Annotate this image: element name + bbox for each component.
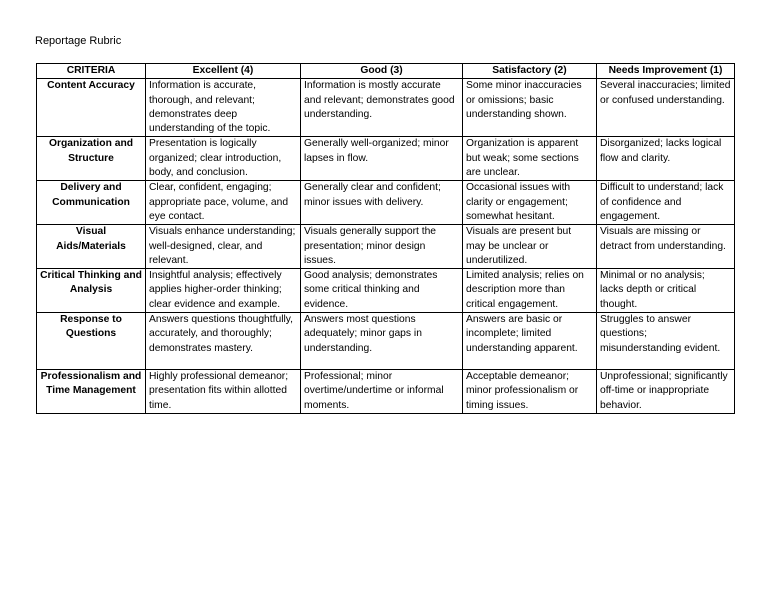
satisfactory-cell: Occasional issues with clarity or engagement; somewhat hesitant. (463, 181, 597, 225)
satisfactory-cell: Answers are basic or incomplete; limited understanding apparent. (463, 313, 597, 370)
satisfactory-cell: Acceptable demeanor; minor professionalism or timing issues. (463, 370, 597, 414)
good-cell: Generally well-organized; minor lapses in flow. (301, 137, 463, 181)
satisfactory-cell: Visuals are present but may be unclear or underutilized. (463, 225, 597, 269)
criterion-cell: Content Accuracy (37, 79, 146, 137)
rubric-table (36, 63, 735, 414)
needs-improvement-cell: Minimal or no analysis; lacks depth or critical thought. (597, 269, 735, 313)
table-row (37, 370, 735, 414)
excellent-cell: Clear, confident, engaging; appropriate pace, volume, and eye contact. (146, 181, 301, 225)
good-cell: Answers most questions adequately; minor gaps in understanding. (301, 313, 463, 370)
column-header-needs-improvement: Needs Improvement (1) (597, 64, 735, 79)
table-row (37, 269, 735, 313)
good-cell: Professional; minor overtime/undertime or informal moments. (301, 370, 463, 414)
criterion-cell: Visual Aids/Materials (37, 225, 146, 269)
criterion-cell: Professionalism and Time Management (37, 370, 146, 414)
table-header-row (37, 64, 735, 79)
document-title: Reportage Rubric (35, 35, 122, 47)
column-header-criteria: CRITERIA (37, 64, 146, 79)
excellent-cell: Information is accurate, thorough, and relevant; demonstrates deep understanding of the topic. (146, 79, 301, 137)
table-row (37, 181, 735, 225)
excellent-cell: Highly professional demeanor; presentation fits within allotted time. (146, 370, 301, 414)
good-cell: Good analysis; demonstrates some critical thinking and evidence. (301, 269, 463, 313)
table-row (37, 79, 735, 137)
table-row (37, 225, 735, 269)
table-row (37, 313, 735, 370)
criterion-cell: Delivery and Communication (37, 181, 146, 225)
satisfactory-cell: Some minor inaccuracies or omissions; basic understanding shown. (463, 79, 597, 137)
satisfactory-cell: Organization is apparent but weak; some sections are unclear. (463, 137, 597, 181)
column-header-satisfactory: Satisfactory (2) (463, 64, 597, 79)
needs-improvement-cell: Struggles to answer questions; misunderstanding evident. (597, 313, 735, 370)
criterion-cell: Critical Thinking and Analysis (37, 269, 146, 313)
column-header-good: Good (3) (301, 64, 463, 79)
needs-improvement-cell: Difficult to understand; lack of confidence and engagement. (597, 181, 735, 225)
good-cell: Generally clear and confident; minor issues with delivery. (301, 181, 463, 225)
criterion-cell: Response to Questions (37, 313, 146, 370)
good-cell: Information is mostly accurate and relevant; demonstrates good understanding. (301, 79, 463, 137)
excellent-cell: Visuals enhance understanding; well-designed, clear, and relevant. (146, 225, 301, 269)
needs-improvement-cell: Several inaccuracies; limited or confused understanding. (597, 79, 735, 137)
column-header-excellent: Excellent (4) (146, 64, 301, 79)
satisfactory-cell: Limited analysis; relies on description more than critical engagement. (463, 269, 597, 313)
needs-improvement-cell: Visuals are missing or detract from understanding. (597, 225, 735, 269)
excellent-cell: Insightful analysis; effectively applies higher-order thinking; clear evidence and example. (146, 269, 301, 313)
excellent-cell: Answers questions thoughtfully, accurately, and thoroughly; demonstrates mastery. (146, 313, 301, 370)
needs-improvement-cell: Unprofessional; significantly off-time or inappropriate behavior. (597, 370, 735, 414)
criterion-cell: Organization and Structure (37, 137, 146, 181)
good-cell: Visuals generally support the presentation; minor design issues. (301, 225, 463, 269)
table-row (37, 137, 735, 181)
needs-improvement-cell: Disorganized; lacks logical flow and clarity. (597, 137, 735, 181)
excellent-cell: Presentation is logically organized; clear introduction, body, and conclusion. (146, 137, 301, 181)
